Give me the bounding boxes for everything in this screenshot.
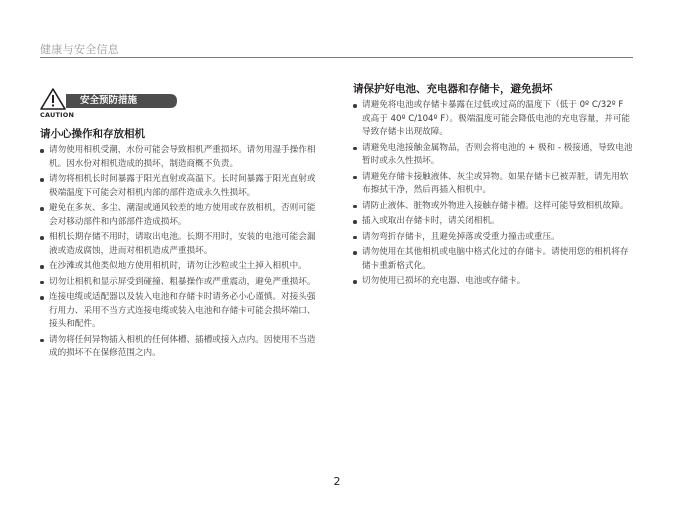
bullet-icon <box>40 178 44 182</box>
header-rule <box>40 57 633 58</box>
list-item-text: 连接电缆或适配器以及装入电池和存储卡时请务必小心谨慎。对接头强行用力、采用不当方式连接电缆或装入电池和存储卡可能会损坏端口、接头和配件。 <box>49 292 316 329</box>
left-bullet-list <box>40 144 323 363</box>
list-item <box>353 171 633 198</box>
list-item <box>40 291 323 332</box>
list-item-text: 相机长期存储不用时，请取出电池。长期不用时，安装的电池可能会漏液或造成腐蚀，进而对相机造成严重损坏。 <box>49 232 316 256</box>
list-item <box>353 275 633 289</box>
list-item-text: 请勿使用在其他相机或电脑中格式化过的存储卡。请使用您的相机将存储卡重新格式化。 <box>362 247 629 271</box>
caution-block <box>40 88 180 118</box>
right-section-heading: 请保护好电池、充电器和存储卡，避免损坏 <box>353 83 553 95</box>
bullet-icon <box>40 236 44 240</box>
bullet-icon <box>353 251 357 255</box>
page-number: 2 <box>333 475 341 488</box>
bullet-icon <box>353 280 357 284</box>
list-item-text: 请避免电池接触金属物品，否则会将电池的 + 极和 - 极接通，导致电池暂时或永久性损坏。 <box>362 142 633 166</box>
bullet-icon <box>40 149 44 153</box>
list-item <box>40 202 323 229</box>
bullet-icon <box>40 265 44 269</box>
list-item-text: 避免在多灰、多尘、潮湿或通风较差的地方使用或存放相机，否则可能会对移动部件和内部部件造成损坏。 <box>49 203 316 227</box>
list-item <box>40 173 323 200</box>
bullet-icon <box>353 236 357 240</box>
caution-banner-text: 安全预防措施 <box>80 95 138 106</box>
list-item <box>40 144 323 171</box>
list-item <box>353 246 633 273</box>
list-item-text: 请勿弯折存储卡，且避免掉落或受重力撞击或重压。 <box>362 231 560 242</box>
bullet-icon <box>40 296 44 300</box>
list-item-text: 插入或取出存储卡时，请关闭相机。 <box>362 216 500 226</box>
list-item-text: 在沙滩或其他类似地方使用相机时，请勿让沙粒或尘土掉入相机中。 <box>49 261 307 271</box>
right-bullet-list <box>353 99 633 291</box>
list-item <box>40 276 323 290</box>
caution-label: CAUTION <box>40 111 75 119</box>
bullet-icon <box>40 339 44 343</box>
list-item <box>353 99 633 140</box>
list-item-text: 请勿使用相机受潮，水份可能会导致相机严重损坏。请勿用湿手操作相机。因水份对相机造成的损坏，制造商概不负责。 <box>49 145 316 169</box>
list-item <box>353 231 633 245</box>
list-item <box>40 334 323 361</box>
page-header-title: 健康与安全信息 <box>40 43 120 56</box>
list-item <box>40 260 323 274</box>
left-section-heading: 请小心操作和存放相机 <box>40 128 145 140</box>
list-item-text: 请防止液体、脏物或外物进入接触存储卡槽。这样可能导致相机故障。 <box>362 200 629 211</box>
list-item-text: 请勿将相机长时间暴露于阳光直射或高温下。长时间暴露于阳光直射或极端温度下可能会对相机内部的部件造成永久性损坏。 <box>49 174 316 198</box>
bullet-icon <box>40 281 44 285</box>
list-item-text: 请避免将电池或存储卡暴露在过低或过高的温度下（低于 0º C/32º F 或高于 40º C/104º F）。极端温度可能会降低电池的充电容量，并可能导致存储卡出现故障。 <box>362 100 631 137</box>
list-item <box>353 200 633 214</box>
bullet-icon <box>353 205 357 209</box>
list-item-text: 切勿让相机和显示屏受到碰撞、粗暴操作或严重震动，避免严重损坏。 <box>49 276 316 287</box>
list-item-text: 请避免存储卡接触液体、灰尘或异物。如果存储卡已被弄脏，请先用软布擦拭干净，然后再插入相机中。 <box>362 171 629 195</box>
list-item-text: 切勿使用已损坏的充电器、电池或存储卡。 <box>362 276 526 286</box>
bullet-icon <box>353 147 357 151</box>
bullet-icon <box>353 176 357 180</box>
bullet-icon <box>40 207 44 211</box>
bullet-icon <box>353 104 357 108</box>
list-item <box>353 142 633 169</box>
bullet-icon <box>353 220 357 224</box>
list-item <box>40 231 323 258</box>
list-item <box>353 215 633 229</box>
list-item-text: 请勿将任何异物插入相机的任何体槽、插槽或接入点内。因使用不当造成的损坏不在保修范围之内。 <box>49 334 316 358</box>
